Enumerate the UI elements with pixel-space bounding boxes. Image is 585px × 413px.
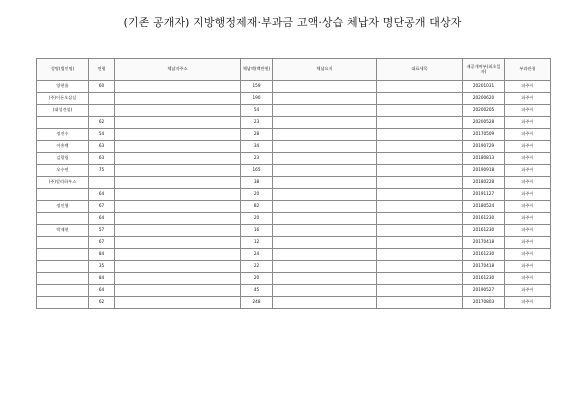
table-row xyxy=(37,213,551,225)
table-cell: 파주시 xyxy=(505,249,551,261)
table-cell: 파주시 xyxy=(505,297,551,309)
table-cell: 20180524 xyxy=(463,201,505,213)
table-cell: 파주시 xyxy=(505,141,551,153)
table-cell xyxy=(115,105,241,117)
table-cell xyxy=(273,261,377,273)
table-cell: 20161230 xyxy=(463,273,505,285)
table-cell xyxy=(377,189,463,201)
table-cell: 박재현 xyxy=(37,225,89,237)
table-cell: 20161230 xyxy=(463,225,505,237)
table-cell xyxy=(115,237,241,249)
table-row xyxy=(37,93,551,105)
table-cell xyxy=(37,213,89,225)
column-header: 체납자주소 xyxy=(115,59,241,81)
table-cell xyxy=(115,177,241,189)
table-cell xyxy=(377,141,463,153)
table-cell: 파주시 xyxy=(505,81,551,93)
table-row xyxy=(37,285,551,297)
table-cell: 45 xyxy=(241,285,273,297)
table-cell xyxy=(377,225,463,237)
table-cell xyxy=(273,177,377,189)
column-header: 재공개여부(최초일자) xyxy=(463,59,505,81)
table-cell xyxy=(115,153,241,165)
table-cell xyxy=(115,201,241,213)
table-cell xyxy=(273,297,377,309)
table-cell xyxy=(115,81,241,93)
table-cell xyxy=(273,237,377,249)
table-cell xyxy=(377,237,463,249)
table-body xyxy=(37,81,551,309)
table-cell xyxy=(37,189,89,201)
table-row xyxy=(37,249,551,261)
table-row xyxy=(37,81,551,93)
table-cell: 248 xyxy=(241,297,273,309)
table-cell: 20170418 xyxy=(463,237,505,249)
table-cell: 28 xyxy=(241,129,273,141)
table-cell: 파주시 xyxy=(505,93,551,105)
table-cell xyxy=(37,297,89,309)
table-cell: 20 xyxy=(241,273,273,285)
column-header: 대표세목 xyxy=(377,59,463,81)
table-cell: 24 xyxy=(241,249,273,261)
table-cell: 파주시 xyxy=(505,153,551,165)
table-cell: 20180228 xyxy=(463,177,505,189)
table-cell xyxy=(115,285,241,297)
table-cell xyxy=(377,201,463,213)
table-cell: 64 xyxy=(89,213,115,225)
table-cell: 파주시 xyxy=(505,273,551,285)
table-cell xyxy=(115,273,241,285)
column-header: 성명(법인명) xyxy=(37,59,89,81)
table-cell: 20201031 xyxy=(463,81,505,93)
table-cell: 파주시 xyxy=(505,105,551,117)
table-cell: 159 xyxy=(241,81,273,93)
table-row xyxy=(37,141,551,153)
table-cell: 파주시 xyxy=(505,213,551,225)
table-cell: 20190918 xyxy=(463,165,505,177)
table-cell: 54 xyxy=(89,129,115,141)
table-cell: 20 xyxy=(241,213,273,225)
table-cell: 20180813 xyxy=(463,153,505,165)
table-cell xyxy=(273,213,377,225)
table-cell xyxy=(273,141,377,153)
table-cell xyxy=(377,273,463,285)
table-cell: 파주시 xyxy=(505,177,551,189)
table-cell xyxy=(89,177,115,189)
table-cell xyxy=(377,177,463,189)
table-row xyxy=(37,225,551,237)
table-cell: 64 xyxy=(89,285,115,297)
table-cell xyxy=(273,165,377,177)
table-cell: 165 xyxy=(241,165,273,177)
table-cell: 23 xyxy=(241,117,273,129)
table-cell xyxy=(377,81,463,93)
table-row xyxy=(37,153,551,165)
table-cell: 60 xyxy=(89,81,115,93)
table-cell: 파주시 xyxy=(505,261,551,273)
table-cell xyxy=(377,285,463,297)
table-cell xyxy=(37,273,89,285)
table-cell xyxy=(37,249,89,261)
table-cell: 파주시 xyxy=(505,237,551,249)
table-cell xyxy=(273,105,377,117)
table-cell: (주)알라하우스 xyxy=(37,177,89,189)
table-cell xyxy=(377,117,463,129)
table-row xyxy=(37,117,551,129)
table-row xyxy=(37,237,551,249)
table-cell: 파주시 xyxy=(505,165,551,177)
table-cell: 22 xyxy=(241,261,273,273)
table-cell: 파주시 xyxy=(505,117,551,129)
table-cell xyxy=(115,189,241,201)
table-cell: 54 xyxy=(241,105,273,117)
table-cell xyxy=(273,117,377,129)
column-header: 연령 xyxy=(89,59,115,81)
table-cell: 35 xyxy=(89,261,115,273)
table-cell xyxy=(115,165,241,177)
table-cell xyxy=(273,189,377,201)
table-cell: 63 xyxy=(89,153,115,165)
table-cell xyxy=(377,297,463,309)
table-cell: 84 xyxy=(89,273,115,285)
table-cell: 12 xyxy=(241,237,273,249)
table-cell xyxy=(273,285,377,297)
table-cell: 63 xyxy=(89,141,115,153)
table-cell: 16 xyxy=(241,225,273,237)
table-cell: 75 xyxy=(89,165,115,177)
table-cell: 파주시 xyxy=(505,201,551,213)
table-cell: 20190729 xyxy=(463,141,505,153)
table-cell xyxy=(37,117,89,129)
table-cell: 64 xyxy=(89,189,115,201)
table-cell xyxy=(115,93,241,105)
table-cell xyxy=(273,153,377,165)
table-cell xyxy=(377,105,463,117)
table-header-row xyxy=(37,59,551,81)
table-row xyxy=(37,189,551,201)
table-cell: 67 xyxy=(89,237,115,249)
delinquent-taxpayer-table xyxy=(36,58,551,309)
table-cell: 파주시 xyxy=(505,189,551,201)
table-cell: 38 xyxy=(241,177,273,189)
table-cell: 34 xyxy=(241,141,273,153)
table-cell: 20190527 xyxy=(463,285,505,297)
table-row xyxy=(37,297,551,309)
table-cell xyxy=(89,105,115,117)
table-cell: 190 xyxy=(241,93,273,105)
table-row xyxy=(37,201,551,213)
column-header: 체납액(백만원) xyxy=(241,59,273,81)
table-cell xyxy=(115,249,241,261)
table-cell xyxy=(89,93,115,105)
table-cell: 양현율 xyxy=(37,81,89,93)
table-row xyxy=(37,129,551,141)
table-cell: 62 xyxy=(89,117,115,129)
table-cell xyxy=(37,285,89,297)
table-cell: 20 xyxy=(241,189,273,201)
table-cell xyxy=(377,261,463,273)
table-cell: 20191127 xyxy=(463,189,505,201)
table-cell xyxy=(273,201,377,213)
document-title: (기존 공개자) 지방행정제재·부과금 고액·상습 체납자 명단공개 대상자 xyxy=(123,16,462,29)
table-cell: 20200528 xyxy=(463,117,505,129)
column-header: 부과관청 xyxy=(505,59,551,81)
table-cell xyxy=(115,297,241,309)
table-cell: 20161230 xyxy=(463,249,505,261)
table-cell xyxy=(273,273,377,285)
table-cell: 정진수 xyxy=(37,129,89,141)
table-row xyxy=(37,261,551,273)
table-cell: 이홍백 xyxy=(37,141,89,153)
table-cell: 20200620 xyxy=(463,93,505,105)
table-cell xyxy=(115,141,241,153)
table-cell: 파주시 xyxy=(505,129,551,141)
table-cell: 파주시 xyxy=(505,225,551,237)
table-cell xyxy=(273,129,377,141)
table-cell: 57 xyxy=(89,225,115,237)
table-cell: 정인영 xyxy=(37,201,89,213)
table-cell xyxy=(115,129,241,141)
table-cell: 20170418 xyxy=(463,261,505,273)
table-cell xyxy=(377,249,463,261)
table-row xyxy=(37,273,551,285)
table-cell xyxy=(37,237,89,249)
table-cell: 62 xyxy=(89,297,115,309)
table-cell xyxy=(377,165,463,177)
table-cell: 23 xyxy=(241,153,273,165)
table-cell xyxy=(37,261,89,273)
table-cell xyxy=(377,153,463,165)
table-cell xyxy=(115,261,241,273)
table-cell xyxy=(377,129,463,141)
table-cell: 파주시 xyxy=(505,285,551,297)
table-cell xyxy=(115,117,241,129)
table-cell xyxy=(273,225,377,237)
column-header: 체납요지 xyxy=(273,59,377,81)
table-row xyxy=(37,105,551,117)
table-cell: 20170509 xyxy=(463,129,505,141)
table-cell xyxy=(377,213,463,225)
table-cell: 김광림 xyxy=(37,153,89,165)
table-cell: (주)이든오삼실 xyxy=(37,93,89,105)
table-cell: 82 xyxy=(241,201,273,213)
table-cell xyxy=(273,81,377,93)
table-cell: 20170803 xyxy=(463,297,505,309)
table-cell xyxy=(115,225,241,237)
table-cell: 20161230 xyxy=(463,213,505,225)
table-cell: 20200205 xyxy=(463,105,505,117)
table-cell xyxy=(273,93,377,105)
table-cell xyxy=(377,93,463,105)
table-row xyxy=(37,177,551,189)
table-cell xyxy=(273,249,377,261)
table-cell: 67 xyxy=(89,201,115,213)
table-cell: (대성건설) xyxy=(37,105,89,117)
table-row xyxy=(37,165,551,177)
table-cell xyxy=(115,213,241,225)
table-cell: 오수연 xyxy=(37,165,89,177)
table-cell: 84 xyxy=(89,249,115,261)
